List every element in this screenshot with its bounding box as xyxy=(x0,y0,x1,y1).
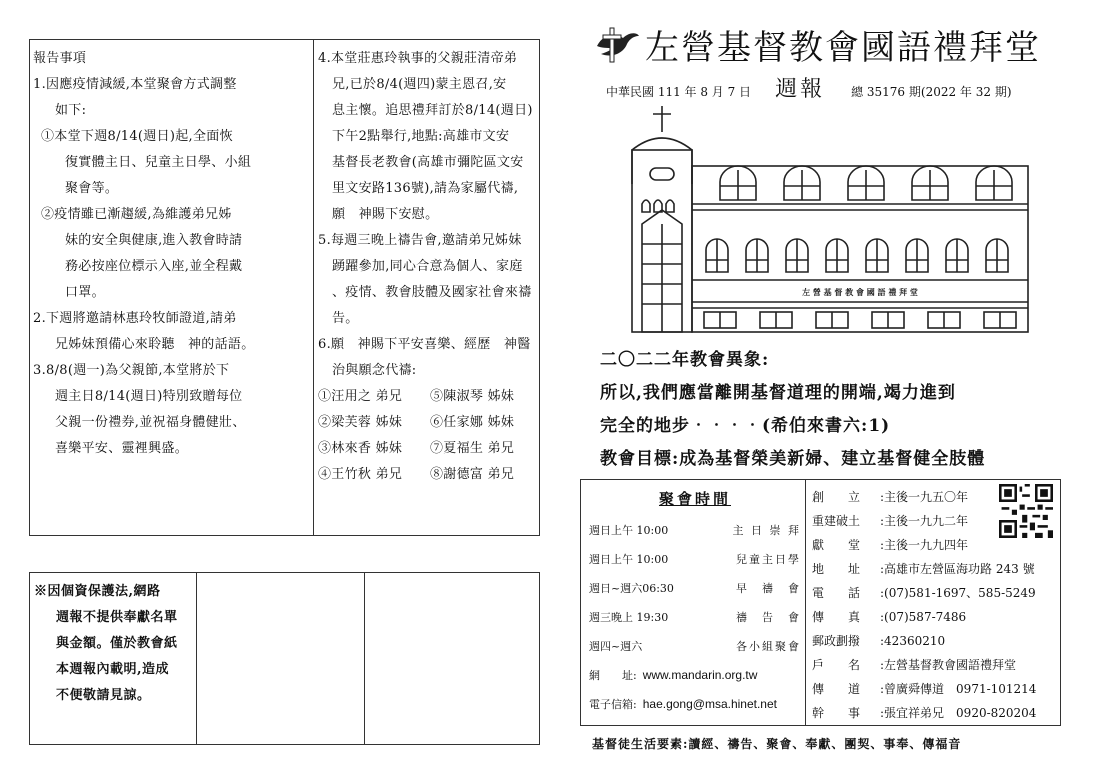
privacy-notice-line: 週報不提供奉獻名單 xyxy=(56,610,178,625)
privacy-notice xyxy=(34,579,194,709)
website-row xyxy=(589,660,801,689)
fact-value: :42360210 xyxy=(880,633,946,648)
email-row xyxy=(589,689,801,718)
prayer-list-item: ⑧謝德富 弟兄 xyxy=(430,467,515,482)
fact-label: 傳 真 xyxy=(812,610,861,625)
announcement-line: 復實體主日、兒童主日學、小組 xyxy=(65,155,252,170)
schedule-time: 週三晚上 19:30 xyxy=(589,610,669,624)
fact-value: :曾廣舜傳道 0971-101214 xyxy=(880,682,1037,697)
announcement-line: 下午2點舉行,地點:高雄市文安 xyxy=(332,129,510,144)
privacy-divider-2 xyxy=(364,573,365,744)
fact-value: :(07)587-7486 xyxy=(880,609,967,624)
church-fact xyxy=(812,653,1060,677)
announcement-line: 兄姊妹預備心來聆聽 神的話語。 xyxy=(55,337,255,352)
announcement-line: 4.本堂莊惠玲執事的父親莊清帝弟 xyxy=(318,51,518,66)
prayer-list-item: ②梁芙蓉 姊妹 xyxy=(318,415,403,430)
announcement-line: 喜樂平安、靈裡興盛。 xyxy=(55,441,189,456)
church-title xyxy=(593,22,1063,66)
prayer-list-item: ⑤陳淑琴 姊妹 xyxy=(430,389,515,404)
announcement-line: 2.下週將邀請林惠玲牧師證道,請弟 xyxy=(33,311,237,326)
announcements-left-lines xyxy=(33,72,309,462)
announcement-line: 基督長老教會(高雄市彌陀區文安 xyxy=(332,155,524,170)
vision-title: 二〇二二年教會異象: xyxy=(600,350,770,370)
announcement-line: ①本堂下週8/14(週日)起,全面恢 xyxy=(41,129,233,144)
prayer-list-item: ①汪用之 弟兄 xyxy=(318,389,403,404)
fact-label: 重建破土 xyxy=(812,513,861,528)
announcement-line: 1.因應疫情減緩,本堂聚會方式調整 xyxy=(33,77,237,92)
schedule-title: 聚會時間 xyxy=(658,490,731,508)
announcements-heading: 報告事項 xyxy=(33,51,87,66)
announcement-line: 兄,已於8/4(週四)蒙主恩召,安 xyxy=(332,77,507,92)
schedule-item xyxy=(589,573,801,602)
schedule-event: 早 禱 會 xyxy=(736,581,801,595)
church-info-panel xyxy=(580,479,1061,726)
announcement-line: 5.每週三晚上禱告會,邀請弟兄姊妹 xyxy=(318,233,522,248)
issue-number: 總 35176 期(2022 年 32 期) xyxy=(851,85,1012,99)
vision-verse-line-2: 完全的地步‧‧‧‧(希伯來書六:1) xyxy=(600,416,891,436)
announcement-line: 如下: xyxy=(55,103,87,118)
announcement-line: 治與願念代禱: xyxy=(332,363,417,378)
fact-value: :左營基督教會國語禮拜堂 xyxy=(880,658,1017,673)
fact-label: 獻 堂 xyxy=(812,537,861,552)
announcement-line: 里文安路136號),請為家屬代禱, xyxy=(332,181,519,196)
privacy-notice-line: 不便敬請見諒。 xyxy=(56,688,151,703)
meeting-schedule xyxy=(589,488,801,718)
schedule-event: 禱 告 會 xyxy=(736,610,801,624)
fact-label: 幹 事 xyxy=(812,706,861,721)
fact-value: :主後一九九四年 xyxy=(880,537,969,552)
church-fact xyxy=(812,580,1060,604)
vision-verse-line-1: 所以,我們應當離開基督道理的開端,竭力進到 xyxy=(600,383,956,403)
fact-label: 郵政劃撥 xyxy=(812,634,861,649)
prayer-list xyxy=(318,384,537,488)
fact-value: :主後一九九二年 xyxy=(880,513,969,528)
announcement-line: 願 神賜下安慰。 xyxy=(332,207,439,222)
announcement-line: 、疫情、教會肢體及國家社會來禱 xyxy=(332,285,532,300)
announcements-right-lines xyxy=(318,46,537,384)
qr-code-icon[interactable] xyxy=(999,484,1053,538)
fact-value: :高雄市左營區海功路 243 號 xyxy=(880,561,1035,576)
fact-label: 戶 名 xyxy=(812,658,861,673)
church-fact xyxy=(812,604,1060,628)
fact-value: :主後一九五〇年 xyxy=(880,489,969,504)
announcement-line: 務必按座位標示入座,並全程戴 xyxy=(65,259,243,274)
info-divider xyxy=(805,480,806,725)
announcement-line: 告。 xyxy=(332,311,359,326)
announcement-line: 息主懷。追思禮拜訂於8/14(週日) xyxy=(332,103,533,118)
website-link[interactable]: www.mandarin.org.tw xyxy=(642,667,758,682)
fact-value: :(07)581-1697、585-5249 xyxy=(880,585,1036,600)
schedule-time: 週日上午 10:00 xyxy=(589,523,669,537)
cross-dove-logo-icon xyxy=(593,24,641,64)
church-vision xyxy=(600,344,1070,476)
email-link[interactable]: hae.gong@msa.hinet.net xyxy=(642,696,777,711)
website-label: 網 址: xyxy=(589,668,637,682)
privacy-notice-panel xyxy=(29,572,540,745)
schedule-list xyxy=(589,515,801,660)
fact-label: 電 話 xyxy=(812,585,861,600)
church-fact xyxy=(812,629,1060,653)
schedule-item xyxy=(589,631,801,660)
church-building-illustration xyxy=(620,104,1030,336)
announcements-panel xyxy=(29,39,540,536)
fact-label: 地 址 xyxy=(812,561,861,576)
church-name: 左營基督教會國語禮拜堂 xyxy=(645,27,1041,68)
announcement-line: 3.8/8(週一)為父親節,本堂將於下 xyxy=(33,363,230,378)
announcements-right-column xyxy=(318,46,537,488)
announcement-line: 聚會等。 xyxy=(65,181,119,196)
prayer-list-item: ⑦夏福生 弟兄 xyxy=(430,441,515,456)
announcement-line: ②疫情雖已漸趨緩,為維護弟兄姊 xyxy=(41,207,232,222)
fact-label: 傳 道 xyxy=(812,682,861,697)
announcement-line: 週主日8/14(週日)特別致贈每位 xyxy=(55,389,243,404)
schedule-item xyxy=(589,544,801,573)
prayer-list-item: ③林來香 姊妹 xyxy=(318,441,403,456)
building-caption: 左 營 基 督 教 會 國 語 禮 拜 堂 xyxy=(802,288,918,297)
privacy-notice-line: 與金額。僅於教會紙 xyxy=(56,636,178,651)
bulletin-date: 中華民國 111 年 8 月 7 日 xyxy=(606,85,752,99)
prayer-list-item: ⑥任家娜 姊妹 xyxy=(430,415,515,430)
weekly-label: 週報 xyxy=(775,77,826,102)
fact-value: :張宜祥弟兄 0920-820204 xyxy=(880,706,1037,721)
announcement-line: 踴躍參加,同心合意為個人、家庭 xyxy=(332,259,523,274)
schedule-time: 週四~週六 xyxy=(589,639,643,653)
announcement-line: 6.願 神賜下平安喜樂、經歷 神醫 xyxy=(318,337,531,352)
schedule-event: 各小組聚會 xyxy=(736,639,801,653)
christian-life-essentials: 基督徒生活要素:讀經、禱告、聚會、奉獻、團契、事奉、傳福音 xyxy=(592,737,962,751)
announcements-left-column xyxy=(33,46,309,462)
church-goal: 教會目標:成為基督榮美新婦、建立基督健全肢體 xyxy=(600,449,986,469)
announcement-line: 口罩。 xyxy=(65,285,105,300)
bulletin-date-line xyxy=(606,72,1066,103)
prayer-list-item: ④王竹秋 弟兄 xyxy=(318,467,403,482)
schedule-event: 兒童主日學 xyxy=(736,552,801,566)
schedule-time: 週日上午 10:00 xyxy=(589,552,669,566)
privacy-notice-line: 本週報內載明,造成 xyxy=(56,662,170,677)
announcement-line: 妹的安全與健康,進入教會時請 xyxy=(65,233,243,248)
schedule-event: 主 日 崇 拜 xyxy=(732,523,801,537)
schedule-time: 週日~週六06:30 xyxy=(589,581,674,595)
column-divider xyxy=(313,40,314,535)
church-fact xyxy=(812,556,1060,580)
church-fact xyxy=(812,677,1060,701)
privacy-divider-1 xyxy=(196,573,197,744)
announcement-line: 父親一份禮券,並祝福身體健壯、 xyxy=(55,415,246,430)
privacy-notice-line: ※因個資保護法,網路 xyxy=(34,584,161,599)
schedule-item xyxy=(589,515,801,544)
email-label: 電子信箱: xyxy=(589,697,637,711)
church-fact xyxy=(812,701,1060,725)
schedule-item xyxy=(589,602,801,631)
fact-label: 創 立 xyxy=(812,489,861,504)
